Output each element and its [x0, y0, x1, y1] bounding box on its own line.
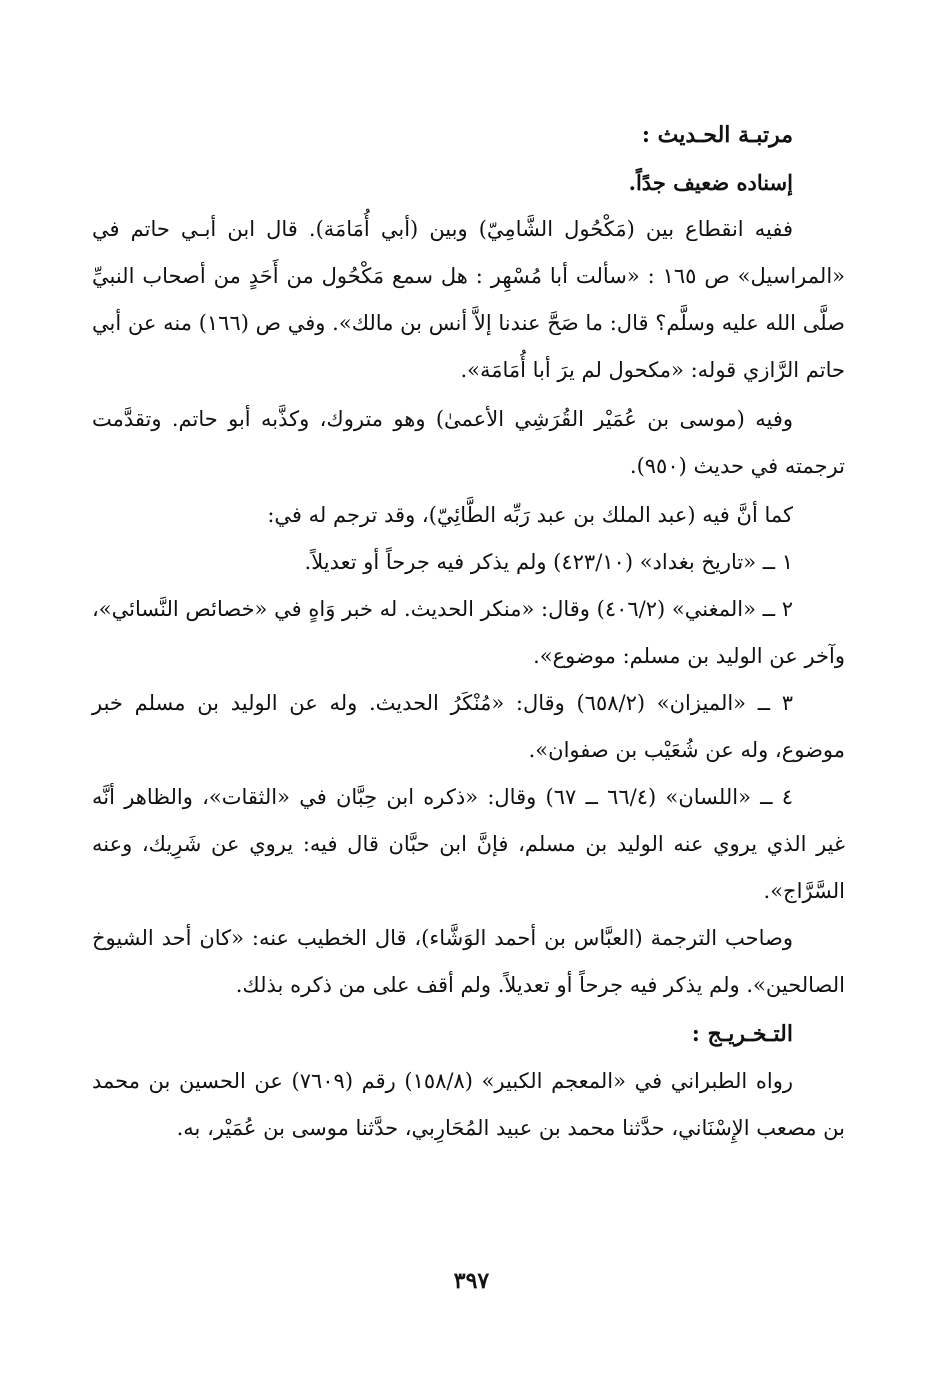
- section-heading-grade: مرتبـة الحـديث :: [641, 122, 793, 148]
- list-item-tarikh-baghdad: ١ ــ «تاريخ بغداد» (٤٢٣/١٠) ولم يذكر فيه جرحاً أو تعديلاً.: [304, 550, 793, 574]
- paragraph-inqita: ففيه انقطاع بين (مَكْحُول الشَّامِيّ) وبين (أبي أُمَامَة). قال ابن أبـي حاتم في «المراسيل» ص ١٦٥ : «سألت أبا مُسْهِر : هل سمع مَكْحُول من أَحَدٍ من أصحاب النبيِّ صلَّى الله عليه وسلَّم؟ قال: ما صَحَّ عندنا إلاَّ أنس بن مالك». وفي ص (١٦٦) منه عن أبي حاتم الرَّازي قوله: «مكحول لم يرَ أبا أُمَامَة».: [92, 217, 846, 382]
- paragraph-abbas: وصاحب الترجمة (العبَّاس بن أحمد الوَشَّاء)، قال الخطيب عنه: «كان أحد الشيوخ الصالحين». ولم يذكر فيه جرحاً أو تعديلاً. ولم أقف على من ذكره بذلك.: [92, 926, 845, 997]
- grade-statement: إسناده ضعيف جدًاً.: [628, 170, 793, 195]
- paragraph-musa: وفيه (موسى بن عُمَيْر القُرَشِي الأعمىٰ) وهو متروك، وكذَّبه أبو حاتم. وتقدَّمت ترجمته في حديث (٩٥٠).: [92, 407, 845, 478]
- page-body: [92, 112, 845, 1152]
- section-heading-takhrij: التـخـريـج :: [691, 1021, 793, 1047]
- paragraph-takhrij: رواه الطبراني في «المعجم الكبير» (١٥٨/٨) رقم (٧٦٠٩) عن الحسين بن محمد بن مصعب الإِسْنَاني، حدَّثنا محمد بن عبيد المُحَارِبي، حدَّثنا موسى بن عُمَيْر، به.: [92, 1069, 845, 1140]
- list-item-mughni: ٢ ــ «المغني» (٤٠٦/٢) وقال: «منكر الحديث. له خبر وَاهٍ في «خصائص النَّسائي»، وآخر عن الوليد بن مسلم: موضوع».: [92, 597, 845, 668]
- list-item-lisan: ٤ ــ «اللسان» (٦٦/٤ ــ ٦٧) وقال: «ذكره ابن حِبَّان في «الثقات»، والظاهر أنَّه غير الذي يروي عنه الوليد بن مسلم، فإنَّ ابن حبَّان قال فيه: يروي عن شَرِيك، وعنه السَّرَّاج».: [92, 785, 845, 903]
- list-item-mizan: ٣ ــ «الميزان» (٦٥٨/٢) وقال: «مُنْكَرُ الحديث. وله عن الوليد بن مسلم خبر موضوع، وله عن شُعَيْب بن صفوان».: [92, 691, 845, 762]
- page-number: ٣٩٧: [453, 1268, 490, 1294]
- paragraph-abdulmalik: كما أنَّ فيه (عبد الملك بن عبد رَبِّه الطَّائِيّ)، وقد ترجم له في:: [267, 503, 793, 527]
